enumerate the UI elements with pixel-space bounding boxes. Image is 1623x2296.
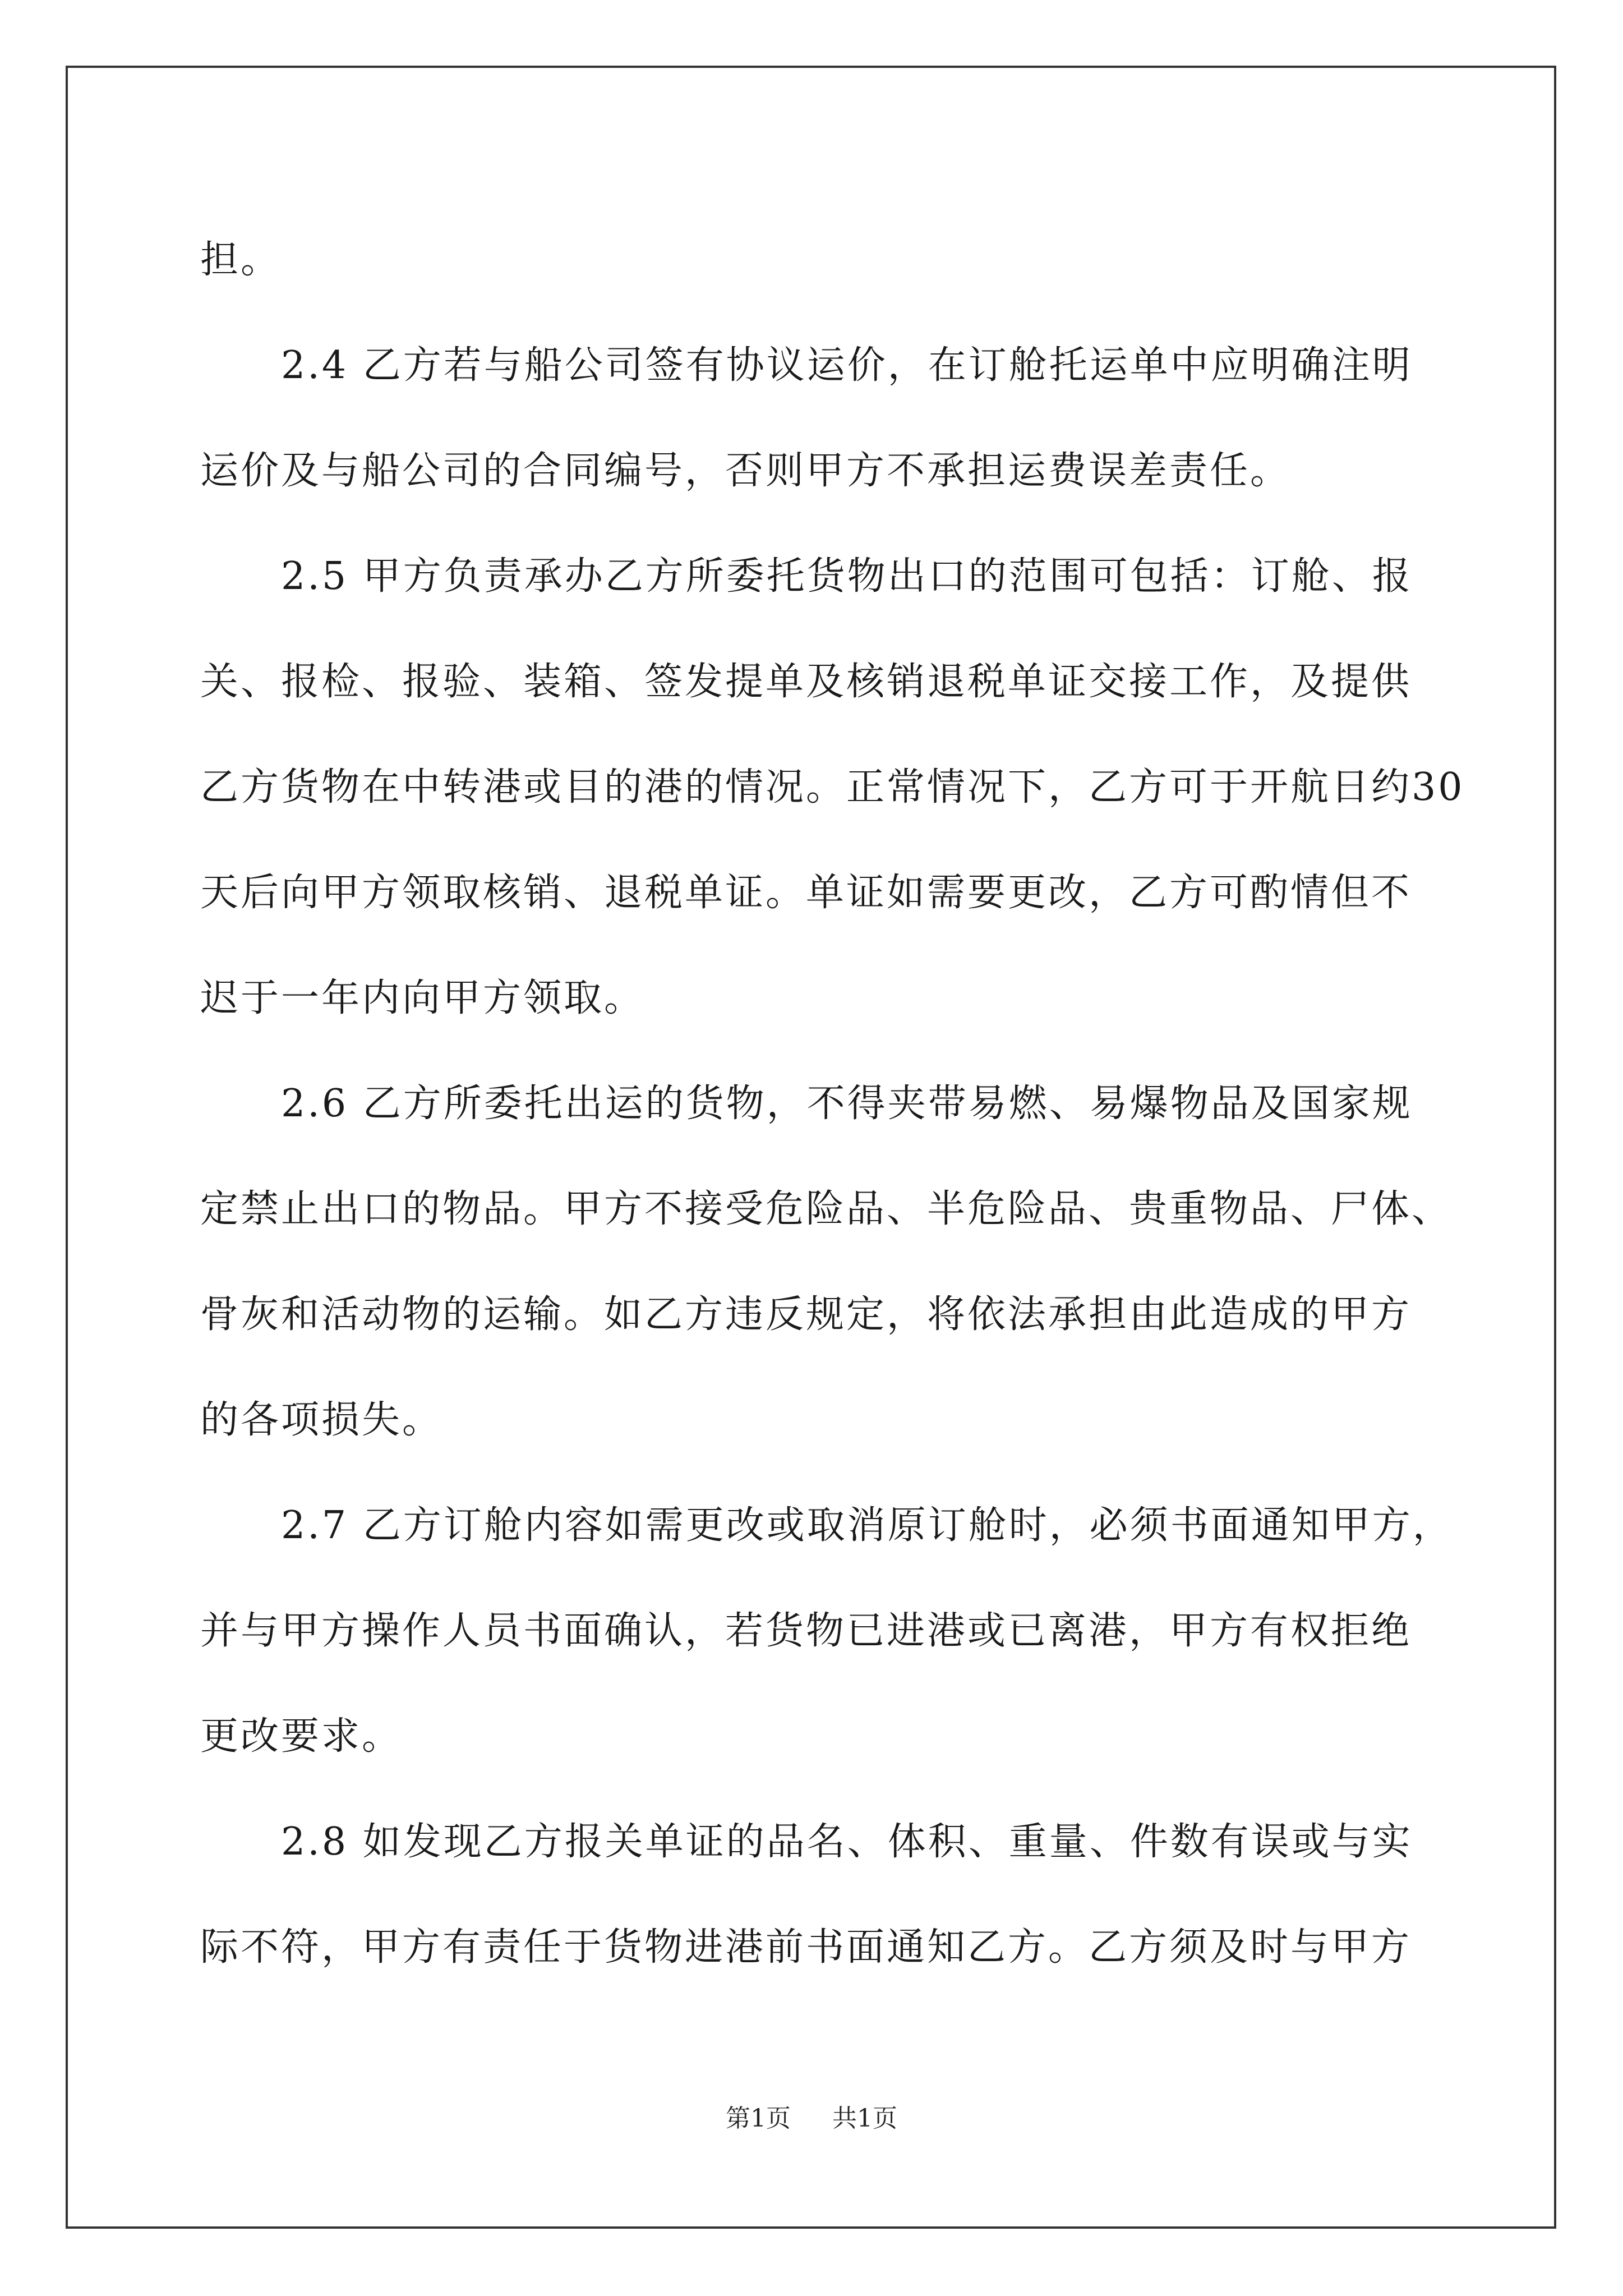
text-line: 天后向甲方领取核销、退税单证。单证如需要更改，乙方可酌情但不 [200,871,1412,915]
text-line: 际不符，甲方有责任于货物进港前书面通知乙方。乙方须及时与甲方 [200,1925,1412,1970]
text-line: 定禁止出口的物品。甲方不接受危险品、半危险品、贵重物品、尸体、 [200,1187,1453,1231]
text-line: 担。 [200,238,282,282]
text-line: 运价及与船公司的合同编号，否则甲方不承担运费误差责任。 [200,449,1291,493]
text-line: 并与甲方操作人员书面确认，若货物已进港或已离港，甲方有权拒绝 [200,1609,1412,1653]
text-line: 2.5 甲方负责承办乙方所委托货物出口的范围可包括：订舱、报 [200,554,1413,599]
text-line: 2.7 乙方订舱内容如需更改或取消原订舱时，必须书面通知甲方， [200,1503,1453,1548]
text-line: 的各项损失。 [200,1398,443,1442]
text-line: 骨灰和活动物的运输。如乙方违反规定，将依法承担由此造成的甲方 [200,1292,1412,1337]
page-number-current: 第1页 [726,2104,791,2133]
text-line: 关、报检、报验、装箱、签发提单及核销退税单证交接工作，及提供 [200,660,1412,704]
page-number-total: 共1页 [832,2104,897,2133]
document-body [200,208,1465,2000]
text-line: 2.8 如发现乙方报关单证的品名、体积、重量、件数有误或与实 [200,1820,1413,1864]
text-line: 2.6 乙方所委托出运的货物，不得夹带易燃、易爆物品及国家规 [200,1082,1413,1126]
text-line: 2.4 乙方若与船公司签有协议运价，在订舱托运单中应明确注明 [200,343,1413,388]
text-line: 乙方货物在中转港或目的港的情况。正常情况下，乙方可于开航日约30 [200,765,1465,809]
text-line: 更改要求。 [200,1714,403,1759]
text-line: 迟于一年内向甲方领取。 [200,976,645,1020]
page-footer [0,2098,1623,2134]
